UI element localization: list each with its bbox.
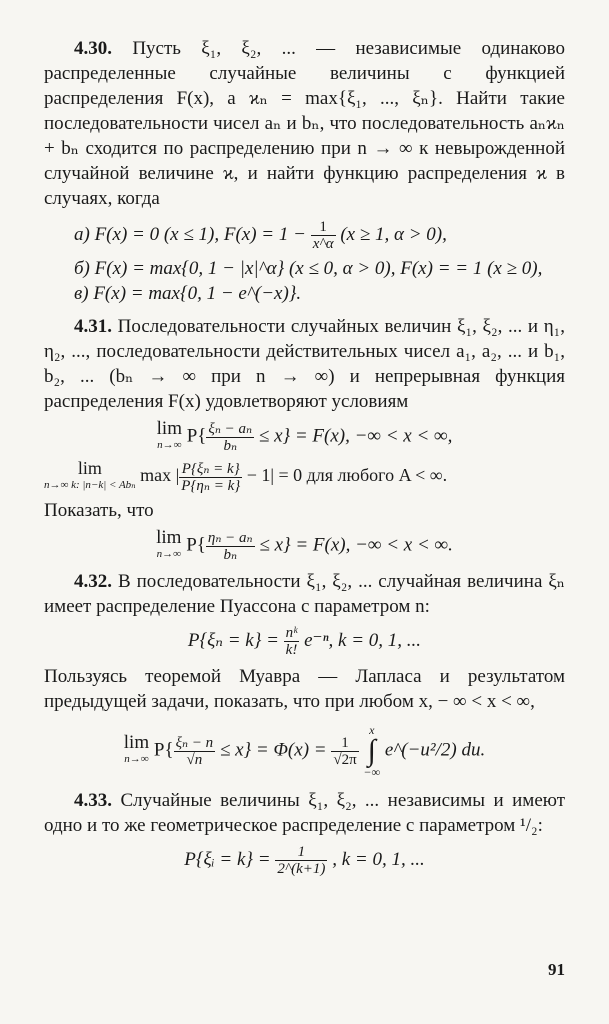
problem-number: 4.30. — [74, 38, 112, 59]
problem-number: 4.33. — [74, 790, 112, 811]
case-a: а) F(x) = 0 (x ≤ 1), F(x) = 1 − $\frac{1}{x\^{}\alpha}$ (x ≥ 1, α > 0), — [74, 219, 447, 252]
fraction: $\frac{1}{x\^{}\alpha}$ — [312, 219, 334, 252]
problem-4-31 — [44, 314, 565, 414]
problem-text: Пусть ξ₁, ξ₂, ... — независимые одинаково распределенные случайные величины с функцией распределения F(x), а ϰₙ = max{ξ₁, ..., ξₙ}. Найти такие последовательности чисел aₙ и bₙ, что последовательность aₙϰₙ + bₙ сходится по распределению при n → ∞ к невырожденной случайной величине ϰ, и найти функцию распределения ϰ в случаях, когда — [44, 38, 566, 209]
formula-limit-eta: lim n→∞ P{ $\frac{\text{ηₙ − aₙ}}{\text{bₙ}}$ ≤ x} = F(x), −∞ < x < ∞. — [156, 527, 453, 563]
problem-text-2: Пользуясь теоремой Муавра — Лапласа и результатом предыдущей задачи, показать, что при любом x, − ∞ < x < ∞, — [44, 666, 565, 712]
problem-number: 4.32. — [74, 571, 112, 592]
formula-poisson: P{ξₙ = k} = $\frac{\text{nᵏ}}{k!}$ e⁻ⁿ, k = 0, 1, ... — [187, 625, 422, 658]
formula-geometric: P{ξᵢ = k} = $\frac{1}{2\^{}(k+1)}$ , k = 0, 1, ... — [184, 844, 425, 877]
problem-text: Последовательности случайных величин ξ₁, ξ₂, ... и η₁, η₂, ..., последовательности действительных чисел a₁, a₂, ... и b₁, b₂, ... (bₙ → ∞ при n → ∞) и непрерывная функция распределения F(x) удовлетворяют условиям — [44, 316, 565, 412]
formula-limit-xi: lim n→∞ P{ $\frac{\text{ξₙ − aₙ}}{\text{bₙ}}$ ≤ x} = F(x), −∞ < x < ∞, — [156, 418, 453, 454]
problem-4-33 — [44, 788, 565, 838]
case-c: в) F(x) = max{0, 1 − e^(−x)}. — [74, 283, 302, 304]
problem-number: 4.31. — [74, 316, 112, 337]
integral-sign: x ∫ −∞ — [363, 723, 381, 779]
show-text: Показать, что — [44, 500, 154, 521]
page-number: 91 — [548, 960, 565, 979]
problem-4-32 — [44, 569, 565, 619]
case-b: б) F(x) = max{0, 1 − |x|^α} (x ≤ 0, α > 0), F(x) = = 1 (x ≥ 0), — [74, 258, 543, 279]
problem-text: Случайные величины ξ₁, ξ₂, ... независимы и имеют одно и то же геометрическое распределение с параметром ¹/₂: — [44, 790, 566, 836]
formula-max-ratio: lim n→∞ k: |n−k| < Abₙ max | $\frac{\text{P\{ξₙ = k\}}}{\text{P\{ηₙ = k\}}}$ − 1| = 0 для любого A < ∞. — [44, 458, 448, 494]
problem-text: В последовательности ξ₁, ξ₂, ... случайная величина ξₙ имеет распределение Пуассона с параметром n: — [44, 571, 566, 617]
problem-4-30 — [44, 36, 565, 211]
formula-clt: lim n→∞ P{ $\frac{\text{ξₙ − n}}{√n}$ ≤ x} = Φ(x) = $\frac{1}{√2\pi}$ x ∫ −∞ e^(−u²/2) du. — [123, 723, 486, 779]
